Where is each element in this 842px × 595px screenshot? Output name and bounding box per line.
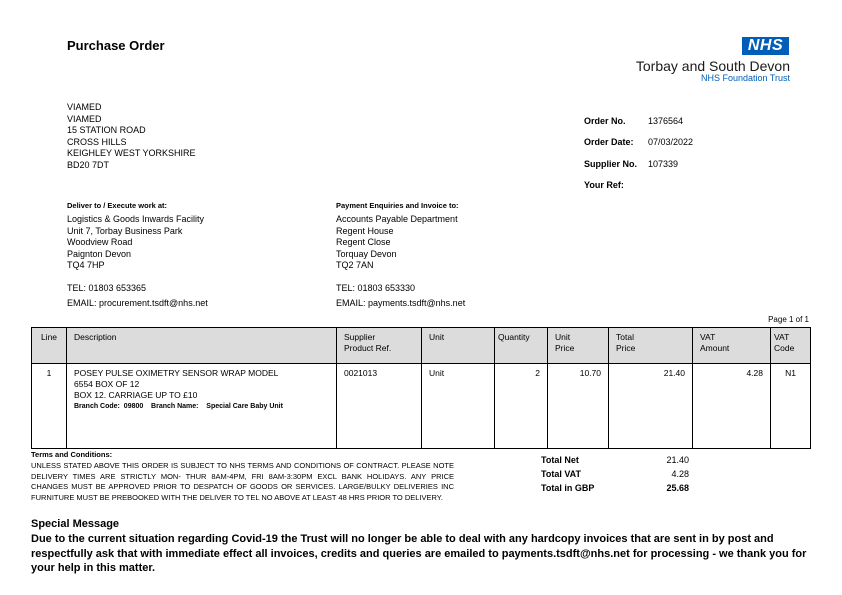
address-line: BD20 7DT: [67, 159, 110, 170]
total-vat-row: [541, 467, 689, 481]
cell-supplier-ref: 0021013: [337, 364, 422, 449]
address-line: TQ2 7AN: [336, 260, 374, 270]
address-line: Woodview Road: [67, 237, 133, 247]
order-lines-table: [31, 327, 811, 449]
desc-line: 6554 BOX OF 12: [74, 379, 140, 389]
payment-email: EMAIL: payments.tsdft@nhs.net: [336, 297, 466, 308]
address-line: VIAMED: [67, 113, 102, 124]
col-vat-amount: VAT Amount: [693, 328, 771, 364]
supplier-no-row: [584, 159, 804, 170]
terms-heading: Terms and Conditions:: [31, 450, 113, 459]
address-line: Regent Close: [336, 237, 391, 247]
desc-line: BOX 12. CARRIAGE UP TO £10: [74, 390, 198, 400]
order-info: [584, 116, 804, 196]
payment-tel: TEL: 01803 653330: [336, 283, 416, 293]
total-vat-label: Total VAT: [541, 469, 581, 479]
address-line: Paignton Devon: [67, 248, 132, 259]
cell-vat-code: N1: [771, 364, 811, 449]
nhs-logo-badge: NHS: [742, 37, 789, 55]
branch-info: Branch Code: 09800 Branch Name: Special Care Baby Unit: [74, 403, 283, 410]
special-message-heading: Special Message: [31, 518, 120, 530]
cell-quantity: 2: [495, 364, 548, 449]
special-message-text: Due to the current situation regarding Covid-19 the Trust will no longer be able to deal with any hardcopy invoices that are sent in by post and respectfully ask that with immediate effect all invoices, credits and queries are emailed to payments.tsdft@nhs.net for processing - we thank you for your help in this matter.: [31, 533, 807, 574]
total-vat-value: 4.28: [671, 469, 689, 479]
cell-total-price: 21.40: [609, 364, 693, 449]
org-subtitle: NHS Foundation Trust: [700, 73, 790, 83]
your-ref-row: [584, 180, 804, 191]
totals-block: [541, 453, 689, 495]
address-line: Torquay Devon: [336, 248, 397, 259]
supplier-address: [67, 102, 196, 171]
address-line: CROSS HILLS: [67, 136, 127, 147]
address-line: Unit 7, Torbay Business Park: [67, 225, 183, 236]
order-date-label: Order Date:: [584, 137, 634, 147]
col-total-price: Total Price: [609, 328, 693, 364]
deliver-to-email: EMAIL: procurement.tsdft@nhs.net: [67, 297, 208, 308]
total-net-label: Total Net: [541, 455, 579, 465]
cell-unit: Unit: [422, 364, 495, 449]
col-line: Line: [32, 328, 67, 364]
order-no-row: [584, 116, 804, 127]
deliver-to-block: [67, 201, 208, 309]
col-quantity: Quantity: [495, 328, 548, 364]
table-header-row: [32, 328, 811, 364]
col-vat-code: VAT Code: [771, 328, 811, 364]
payment-block: [336, 201, 465, 309]
order-date-value: 07/03/2022: [648, 137, 694, 147]
total-gbp-label: Total in GBP: [541, 483, 595, 493]
cell-vat-amount: 4.28: [693, 364, 771, 449]
supplier-no-label: Supplier No.: [584, 159, 638, 169]
address-line: 15 STATION ROAD: [67, 125, 146, 135]
terms-text: UNLESS STATED ABOVE THIS ORDER IS SUBJECT TO NHS TERMS AND CONDITIONS OF CONTRACT. PLEASE NOTE DELIVERY TIMES ARE STRICTLY MON- THUR 8AM-4PM, FRI 8AM-3:30PM EXCL BANK HOLIDAYS. ANY PRICE CHANGES MUST BE APPROVED PRIOR TO DESPATCH OF GOODS OR SERVICES. LARGE/BULKY DELIVERIES INC FURNITURE MUST BE PREBOOKED WITH THE DELIVER TO TEL NO ABOVE AT LEAST 48 HRS PRIOR TO DELIVERY.: [31, 461, 454, 502]
total-net-row: [541, 453, 689, 467]
cell-description: [67, 364, 337, 449]
address-line: TQ4 7HP: [67, 260, 105, 270]
supplier-no-value: 107339: [648, 159, 679, 169]
deliver-to-tel: TEL: 01803 653365: [67, 283, 147, 293]
deliver-to-address: [67, 214, 208, 309]
col-description: Description: [67, 328, 337, 364]
address-line: Logistics & Goods Inwards Facility: [67, 214, 205, 224]
your-ref-label: Your Ref:: [584, 180, 624, 190]
cell-line: 1: [32, 364, 67, 449]
cell-unit-price: 10.70: [548, 364, 609, 449]
address-line: Accounts Payable Department: [336, 214, 458, 224]
order-date-row: [584, 137, 804, 148]
order-no-label: Order No.: [584, 116, 626, 126]
table-row: [32, 364, 811, 449]
total-gbp-value: 25.68: [666, 483, 689, 493]
col-unit: Unit: [422, 328, 495, 364]
payment-address: [336, 214, 465, 309]
col-supplier-ref: Supplier Product Ref.: [337, 328, 422, 364]
org-name: Torbay and South Devon: [635, 58, 790, 74]
payment-heading: Payment Enquiries and Invoice to:: [336, 201, 459, 210]
total-gbp-row: [541, 481, 689, 495]
address-line: Regent House: [336, 225, 394, 236]
col-unit-price: Unit Price: [548, 328, 609, 364]
address-line: VIAMED: [67, 102, 102, 112]
deliver-to-heading: Deliver to / Execute work at:: [67, 201, 168, 210]
page-title: Purchase Order: [67, 38, 165, 53]
total-net-value: 21.40: [666, 455, 689, 465]
page-number: Page 1 of 1: [768, 315, 809, 324]
order-no-value: 1376564: [648, 116, 684, 126]
address-line: KEIGHLEY WEST YORKSHIRE: [67, 148, 196, 158]
desc-line: POSEY PULSE OXIMETRY SENSOR WRAP MODEL: [74, 368, 279, 378]
